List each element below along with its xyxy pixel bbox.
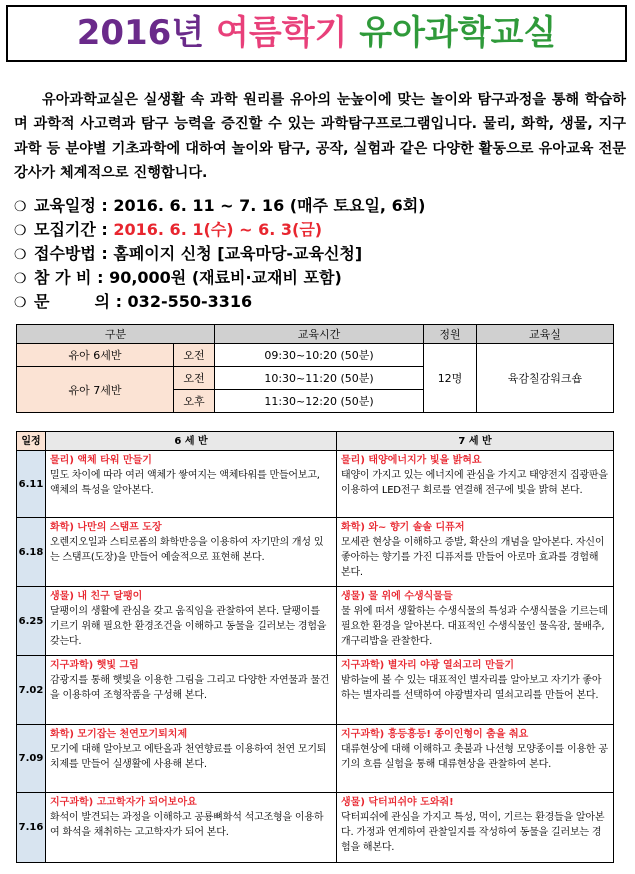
activity-title: 화학) 모기잡는 천연모기퇴치제: [50, 729, 188, 740]
time-cell: 10:30~11:20 (50분): [215, 367, 424, 390]
session-pm: 오후: [174, 390, 215, 413]
activity-desc: 밀도 차이에 따라 여러 액체가 쌓여지는 액체타워를 만들어보고, 액체의 특성을 알아본다.: [50, 470, 320, 496]
title-box: [6, 5, 627, 62]
activity-desc: 밤하늘에 볼 수 있는 대표적인 별자리를 알아보고 자기가 좋아하는 별자리를 선택하여 야광별자리 열쇠고리를 만들어 본다.: [341, 675, 602, 701]
header-cell: 6 세 반: [46, 432, 337, 451]
header-cell: 7 세 반: [337, 432, 614, 451]
summary-table: [16, 324, 614, 413]
class-6: 유아 6세반: [17, 344, 174, 367]
info-item-apply: ❍ 접수방법 : 홈페이지 신청 [교육마당-교육신청]: [14, 242, 624, 266]
header-cell: 일정: [17, 432, 46, 451]
class6-cell: [46, 725, 337, 793]
bullet-icon: ❍: [14, 247, 27, 263]
activity-title: 물리) 액체 타워 만들기: [50, 455, 152, 466]
activity-desc: 달팽이의 생활에 관심을 갖고 움직임을 관찰하여 본다. 달팽이를 기르기 위해 필요한 환경조건을 이해하고 동물을 길러보는 경험을 갖는다.: [50, 606, 327, 647]
class7-cell: [337, 451, 614, 518]
class6-cell: [46, 451, 337, 518]
info-value: 2016. 6. 11 ~ 7. 16 (매주 토요일, 6회): [113, 196, 426, 215]
activity-desc: 닥터피쉬에 관심을 가지고 특성, 먹이, 기르는 환경들을 알아본다. 가정과 연계하여 관찰일지를 작성하여 동물을 길러보는 경험을 해본다.: [341, 812, 605, 853]
class7-cell: [337, 587, 614, 656]
date-cell: 7.09: [17, 725, 46, 793]
activity-title: 생물) 내 친구 달팽이: [50, 591, 143, 602]
activity-desc: 대류현상에 대해 이해하고 촛불과 나선형 모양종이를 이용한 공기의 흐름 실험을 통해 대류현상을 관찰하여 본다.: [341, 744, 608, 770]
date-cell: 7.02: [17, 656, 46, 725]
date-cell: 6.18: [17, 518, 46, 587]
activity-title: 생물) 닥터피쉬야 도와줘!: [341, 797, 454, 808]
title-year: 2016년: [76, 13, 216, 53]
room-cell: 육감칠감워크숍: [477, 344, 614, 413]
class6-cell: [46, 656, 337, 725]
class6-cell: [46, 587, 337, 656]
bullet-icon: ❍: [14, 199, 27, 215]
info-item-recruit: ❍ 모집기간 : 2016. 6. 1(수) ~ 6. 3(금): [14, 218, 624, 242]
class7-cell: [337, 793, 614, 863]
activity-title: 화학) 와~ 향기 솔솔 디퓨저: [341, 522, 465, 533]
bullet-icon: ❍: [14, 295, 27, 311]
info-item-contact: ❍ 문 의 : 032-550-3316: [14, 290, 624, 314]
bullet-icon: ❍: [14, 223, 27, 239]
activity-desc: 모세관 현상을 이해하고 증발, 확산의 개념을 알아본다. 자신이 좋아하는 향기를 가진 디퓨저를 만들어 아로마 효과를 경험해 본다.: [341, 537, 605, 578]
date-cell: 7.16: [17, 793, 46, 863]
info-label: 참 가 비: [34, 268, 92, 287]
info-item-schedule: ❍ 교육일정 : 2016. 6. 11 ~ 7. 16 (매주 토요일, 6회): [14, 194, 624, 218]
class7-cell: [337, 518, 614, 587]
activity-desc: 태양이 가지고 있는 에너지에 관심을 가지고 태양전지 집광판을 이용하여 LED전구 회로를 연결해 전구에 빛을 밝혀 본다.: [341, 470, 608, 496]
info-value: 홈페이지 신청 [교육마당-교육신청]: [113, 244, 363, 263]
info-label: 교육일정: [34, 196, 96, 215]
activity-title: 화학) 나만의 스탬프 도장: [50, 522, 162, 533]
title-season: 여름학기: [216, 13, 360, 53]
time-cell: 09:30~10:20 (50분): [215, 344, 424, 367]
class7-cell: [337, 725, 614, 793]
capacity-cell: 12명: [424, 344, 477, 413]
activity-title: 물리) 태양에너지가 빛을 밝혀요: [341, 455, 482, 466]
activity-title: 지구과학) 고고학자가 되어보아요: [50, 797, 197, 808]
date-cell: 6.25: [17, 587, 46, 656]
activity-title: 지구과학) 별자리 야광 열쇠고리 만들기: [341, 660, 515, 671]
activity-title: 지구과학) 햇빛 그림: [50, 660, 139, 671]
info-value: 032-550-3316: [127, 292, 253, 311]
session-am: 오전: [174, 344, 215, 367]
intro-paragraph: [14, 88, 626, 186]
time-cell: 11:30~12:20 (50분): [215, 390, 424, 413]
class-7: 유아 7세반: [17, 367, 174, 413]
schedule-table: [16, 431, 614, 863]
date-cell: 6.11: [17, 451, 46, 518]
info-list: [14, 194, 624, 314]
activity-desc: 물 위에 떠서 생활하는 수생식물의 특성과 수생식물을 기르는데 필요한 환경을 알아본다. 대표적인 수생식물인 물옥잠, 물배추, 개구리밥을 관찰한다.: [341, 606, 608, 647]
class7-cell: [337, 656, 614, 725]
class6-cell: [46, 793, 337, 863]
session-am: 오전: [174, 367, 215, 390]
class6-cell: [46, 518, 337, 587]
info-label: 접수방법: [34, 244, 96, 263]
intro-text: 유아과학교실은 실생활 속 과학 원리를 유아의 눈높이에 맞는 놀이와 탐구과정을 통해 학습하며 과학적 사고력과 탐구 능력을 증진할 수 있는 과학탐구프로그램입니다. 물리, 화학, 생물, 지구과학 등 분야별 기초과학에 대하여 놀이와 탐구, 공작, 실험과 같은 다양한 활동으로 유아교육 전문 강사가 체계적으로 진행합니다.: [14, 92, 626, 182]
activity-desc: 모기에 대해 알아보고 에탄올과 천연향료를 이용하여 천연 모기퇴치제를 만들어 실생활에 사용해 본다.: [50, 744, 327, 770]
page-title: [8, 7, 625, 59]
info-value: 2016. 6. 1(수) ~ 6. 3(금): [113, 220, 323, 239]
activity-desc: 화석이 발견되는 과정을 이해하고 공룡뼈화석 석고조형을 이용하여 화석을 채취하는 고고학자가 되어 본다.: [50, 812, 324, 838]
header-cell: 교육실: [477, 325, 614, 344]
info-value: 90,000원 (재료비·교재비 포함): [109, 268, 342, 287]
bullet-icon: ❍: [14, 271, 27, 287]
title-name: 유아과학교실: [359, 13, 557, 53]
header-cell: 정원: [424, 325, 477, 344]
activity-title: 지구과학) 흥등흥등! 종이인형이 춤을 춰요: [341, 729, 529, 740]
activity-desc: 오렌지오일과 스티로폼의 화학반응을 이용하여 자기만의 개성 있는 스탬프(도장)을 만들어 예술적으로 표현해 본다.: [50, 537, 324, 563]
info-label: 문 의: [34, 292, 110, 311]
info-label: 모집기간: [34, 220, 96, 239]
activity-title: 생물) 물 위에 수생식물들: [341, 591, 453, 602]
info-item-fee: ❍ 참 가 비 : 90,000원 (재료비·교재비 포함): [14, 266, 624, 290]
activity-desc: 감광지를 통해 햇빛을 이용한 그림을 그리고 다양한 자연물과 물건을 이용하여 조형작품을 구성해 본다.: [50, 675, 330, 701]
header-cell: 교육시간: [215, 325, 424, 344]
header-cell: 구분: [17, 325, 215, 344]
